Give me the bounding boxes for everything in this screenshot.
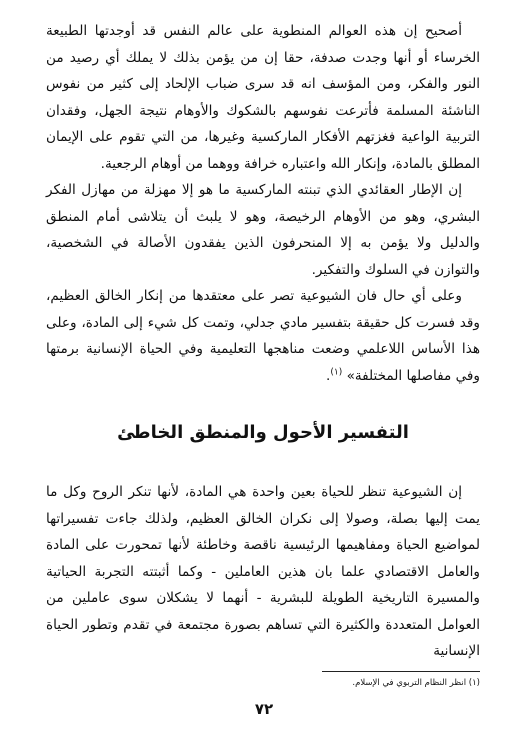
paragraph-3-text: وعلى أي حال فان الشيوعية تصر على معتقدها من إنكار الخالق العظيم، وقد فسرت كل حقيقة بتفسير مادي جدلي، وتمت كل شيء إلى المادة، وعلى هذا الأساس اللاعلمي وضعت مناهجها التعليمية وفي الحياة الإنسانية برمتها وفي مفاصلها المختلفة» <box>46 288 480 384</box>
section-heading: التفسير الأحول والمنطق الخاطئ <box>117 422 409 443</box>
paragraph-2: إن الإطار العقائدي الذي تبنته الماركسية ما هو إلا مهزلة من مهازل الفكر البشري، وهو من الأوهام الرخيصة، وهو لا يلبث أن يتلاشى أمام المنطق والدليل ولا يؤمن به إلا المنحرفون الذين يفقدون الأصالة في الشخصية، والتوازن في السلوك والتفكير. <box>46 182 480 278</box>
body-text-lower <box>46 479 480 665</box>
page-number: ٧٢ <box>254 700 274 718</box>
footnote: (١) انظر النظام التربوي في الإسلام. <box>352 678 480 688</box>
body-text-upper <box>46 18 480 389</box>
paragraph-4: إن الشيوعية تنظر للحياة بعين واحدة هي المادة، لأنها تنكر الروح وكل ما يمت إليها بصلة، وصولا إلى نكران الخالق العظيم، ولذلك جاءت تفسيراتها لمواضيع الحياة ومفاهيمها الرئيسية ناقصة وخاطئة لأنها تمحورت على المادة والعامل الاقتصادي علما بان هذين العاملين - وكما أثبتته التجربة الحياتية والمسيرة التاريخية الطويلة للبشرية - أنهما لا يشكلان سوى عاملين من العوامل المتعددة والكثيرة التي تساهم بصورة مجتمعة في تقدم وتطور الحياة الإنسانية <box>46 484 480 659</box>
footnote-divider <box>322 671 480 672</box>
footnote-reference: (١) <box>330 366 343 377</box>
paragraph-3: وعلى أي حال فان الشيوعية تصر على معتقدها من إنكار الخالق العظيم، وقد فسرت كل حقيقة بتفسير مادي جدلي، وتمت كل شيء إلى المادة، وعلى هذا الأساس اللاعلمي وضعت مناهجها التعليمية وفي الحياة الإنسانية برمتها وفي مفاصلها المختلفة» $^{(١)}$. <box>46 288 480 384</box>
paragraph-1: أصحيح إن هذه العوالم المنطوية على عالم النفس قد أوجدتها الطبيعة الخرساء أو أنها وجدت صدفة، حقا إن من يؤمن بذلك لا يملك أي رصيد من النور والفكر، ومن المؤسف انه قد سرى ضباب الإلحاد إلى كثير من نفوس الناشئة المسلمة فأترعت نفوسهم بالشكوك والأوهام نتيجة الجهل، وفقدان التربية الواعية فغزتهم الأفكار الماركسية وغيرها، من التي تقوم على الإيمان المطلق بالمادة، وإنكار الله واعتباره خرافة ووهما من أوهام الرجعية. <box>46 23 480 172</box>
